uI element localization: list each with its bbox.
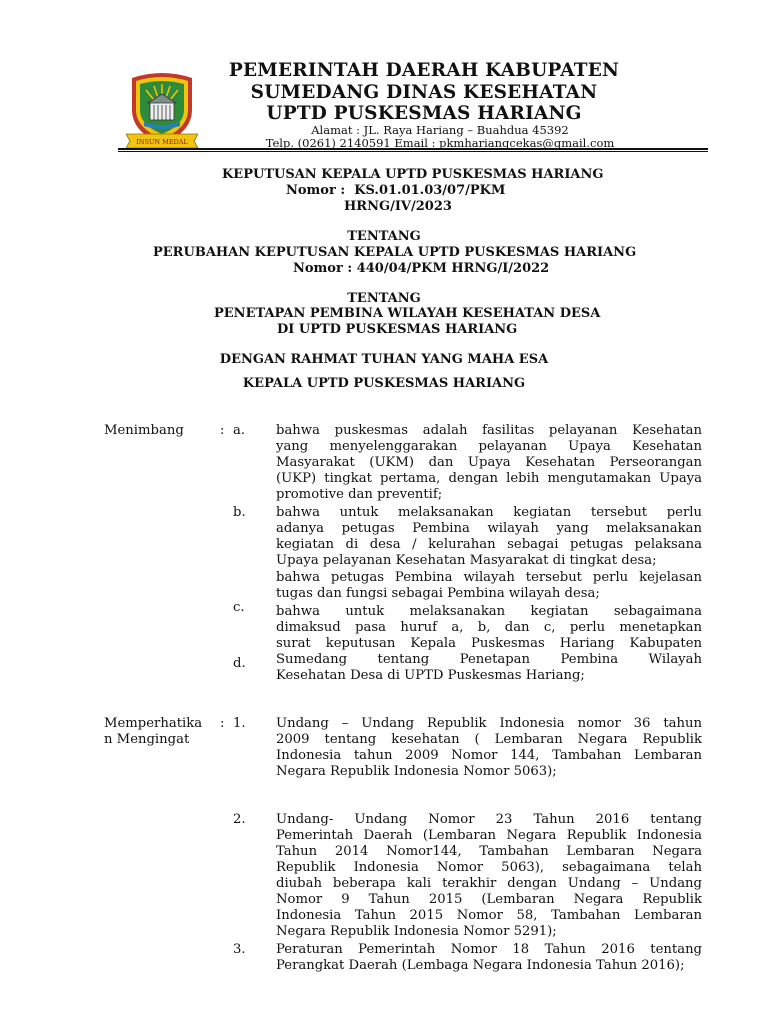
text-line: (UKP) tingkat pertama, dengan lebih mengutamakan Upaya	[276, 471, 702, 486]
point-c-text	[276, 570, 702, 602]
text-line: bahwa puskesmas adalah fasilitas pelayanan Kesehatan	[276, 423, 702, 438]
text-line: dimaksud pasa huruf a, b, dan c, perlu menetapkan	[276, 620, 702, 635]
text-line: Peraturan Pemerintah Nomor 18 Tahun 2016 tentang	[276, 942, 702, 957]
item-3-marker: 3.	[233, 942, 246, 957]
header-line-2: SUMEDANG DINAS KESEHATAN	[250, 82, 598, 103]
text-line: Undang – Undang Republik Indonesia nomor 36 tahun	[276, 716, 702, 731]
subject-line-1: PENETAPAN PEMBINA WILAYAH KESEHATAN DESA	[214, 306, 601, 321]
text-line: Negara Republik Indonesia Nomor 5063);	[276, 764, 557, 779]
logo-ribbon-text: INSUN MEDAL	[136, 138, 188, 146]
header-contact: Telp. (0261) 2140591 Email : pkmhariangcekas@gmail.com	[265, 136, 615, 150]
amended-decree-number: Nomor : 440/04/PKM HRNG/I/2022	[293, 261, 550, 276]
tentang-heading-1: TENTANG	[347, 229, 421, 244]
text-line: Republik Indonesia Nomor 5063), sebagaimana telah	[276, 860, 702, 875]
mengingat-label-line-1: Memperhatika	[104, 716, 203, 731]
mengingat-label-line-2: n Mengingat	[104, 732, 190, 747]
subject-line-2: DI UPTD PUSKESMAS HARIANG	[277, 322, 518, 337]
text-line: Undang- Undang Nomor 23 Tahun 2016 tentang	[276, 812, 702, 827]
menimbang-colon: :	[220, 423, 225, 438]
text-line: 2009 tentang kesehatan ( Lembaran Negara Republik	[276, 732, 702, 747]
amended-decree-title: PERUBAHAN KEPUTUSAN KEPALA UPTD PUSKESMAS HARIANG	[153, 245, 637, 260]
header-address: Alamat : JL. Raya Hariang – Buahdua 45392	[311, 123, 569, 137]
decree-number-line-1: Nomor : KS.01.01.03/07/PKM	[286, 183, 506, 198]
point-b-text	[276, 505, 702, 569]
text-line: surat keputusan Kepala Puskesmas Hariang Kabupaten	[276, 636, 702, 651]
item-2-text	[276, 812, 702, 940]
text-line: Tahun 2014 Nomor144, Tambahan Lembaran Negara	[276, 844, 702, 859]
text-line: tugas dan fungsi sebagai Pembina wilayah desa;	[276, 586, 600, 601]
text-line: kegiatan di desa / kelurahan sebagai petugas pelaksana	[276, 537, 702, 552]
text-line: bahwa untuk melaksanakan kegiatan tersebut perlu	[276, 505, 702, 520]
text-line: Negara Republik Indonesia Nomor 5291);	[276, 924, 557, 939]
point-c-marker: c.	[233, 600, 245, 615]
mengingat-colon: :	[220, 716, 225, 731]
text-line: Sumedang tentang Penetapan Pembina Wilayah	[276, 652, 702, 667]
menimbang-label: Menimbang	[104, 423, 184, 438]
text-line: yang menyelenggarakan pelayanan Upaya Kesehatan	[276, 439, 702, 454]
text-line: adanya petugas Pembina wilayah yang melaksanakan	[276, 521, 702, 536]
text-line: Upaya pelayanan Kesehatan Masyarakat di tingkat desa;	[276, 553, 657, 568]
text-line: diubah beberapa kali terakhir dengan Undang – Undang	[276, 876, 702, 891]
head-of-office-line: KEPALA UPTD PUSKESMAS HARIANG	[242, 376, 526, 391]
point-d-marker: d.	[233, 656, 246, 671]
point-b-marker: b.	[233, 505, 246, 520]
text-line: bahwa untuk melaksanakan kegiatan sebagaimana	[276, 604, 702, 619]
text-line: bahwa petugas Pembina wilayah tersebut perlu kejelasan	[276, 570, 702, 585]
point-d-text	[276, 604, 702, 684]
header-line-1: PEMERINTAH DAERAH KABUPATEN	[228, 60, 620, 81]
text-line: Masyarakat (UKM) dan Upaya Kesehatan Perseorangan	[276, 455, 702, 470]
text-line: Kesehatan Desa di UPTD Puskesmas Hariang;	[276, 668, 585, 683]
header-line-3: UPTD PUSKESMAS HARIANG	[266, 103, 582, 124]
blessing-line: DENGAN RAHMAT TUHAN YANG MAHA ESA	[219, 352, 549, 367]
text-line: Perangkat Daerah (Lembaga Negara Indonesia Tahun 2016);	[276, 958, 685, 973]
text-line: Indonesia tahun 2009 Nomor 144, Tambahan Lembaran	[276, 748, 702, 763]
point-a-marker: a.	[233, 423, 246, 438]
item-2-marker: 2.	[233, 812, 246, 827]
text-line: Pemerintah Daerah (Lembaran Negara Republik Indonesia	[276, 828, 702, 843]
decree-title: KEPUTUSAN KEPALA UPTD PUSKESMAS HARIANG	[222, 167, 604, 182]
header-divider	[118, 148, 708, 150]
item-1-marker: 1.	[233, 716, 246, 731]
text-line: Nomor 9 Tahun 2015 (Lembaran Negara Republik	[276, 892, 702, 907]
text-line: promotive dan preventif;	[276, 487, 443, 502]
tentang-heading-2: TENTANG	[347, 291, 421, 306]
item-3-text	[276, 942, 702, 974]
text-line: Indonesia Tahun 2015 Nomor 58, Tambahan Lembaran	[276, 908, 702, 923]
point-a-text	[276, 423, 702, 503]
decree-number-line-2: HRNG/IV/2023	[344, 199, 452, 214]
header-divider-thin	[118, 151, 708, 152]
item-1-text	[276, 716, 702, 780]
